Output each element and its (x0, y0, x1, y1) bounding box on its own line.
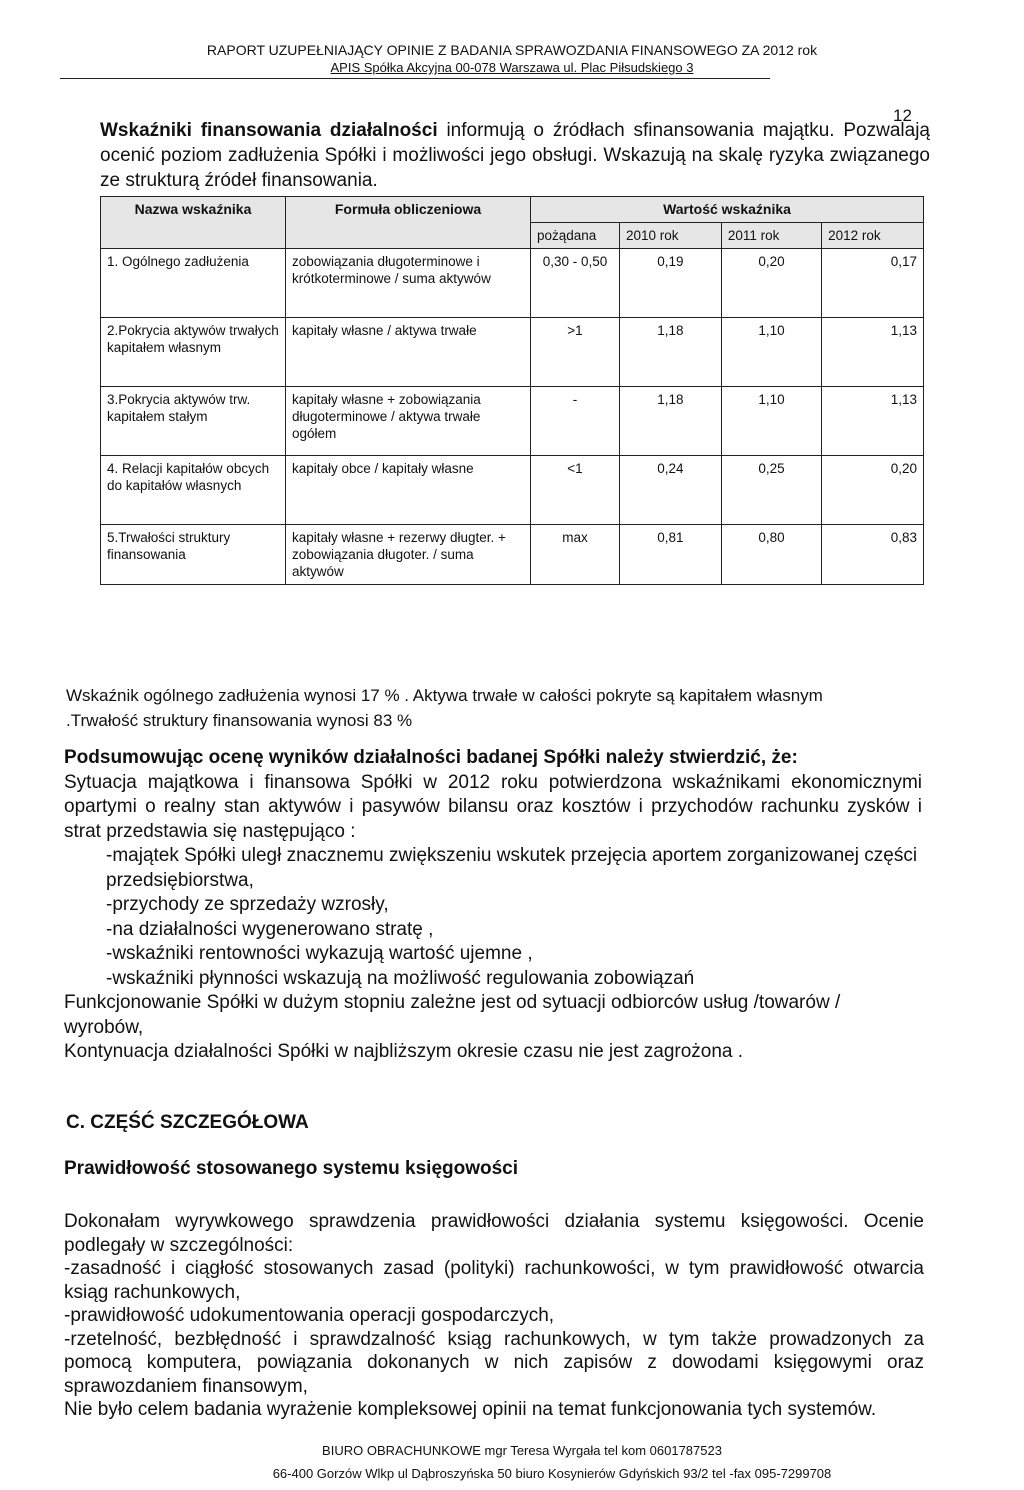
company-address: APIS Spółka Akcyjna 00-078 Warszawa ul. Plac Piłsudskiego 3 (330, 60, 694, 75)
header-2010: 2010 rok (620, 223, 722, 249)
header-formula: Formuła obliczeniowa (286, 197, 531, 249)
indicator-desired: >1 (531, 318, 620, 387)
header-value: Wartość wskaźnika (531, 197, 924, 223)
indicators-table (100, 196, 924, 585)
indicator-2012: 0,20 (822, 456, 924, 525)
indicator-formula: kapitały własne + zobowiązania długoterminowe / aktywa trwałe ogółem (286, 387, 531, 456)
list-item: -wskaźniki rentowności wykazują wartość ujemne , (106, 943, 533, 964)
indicator-name: 1. Ogólnego zadłużenia (101, 249, 286, 318)
table-header-row (101, 197, 924, 223)
indicator-2010: 0,81 (620, 525, 722, 585)
indicator-2011: 0,80 (721, 525, 821, 585)
page-number: 12 (893, 106, 912, 125)
indicator-desired: 0,30 - 0,50 (531, 249, 620, 318)
summary-section (64, 746, 922, 1065)
list-item: -majątek Spółki uległ znacznemu zwiększeniu wskutek przejęcia aportem zorganizowanej części przedsiębiorstwa, (106, 845, 918, 891)
indicator-2010: 0,19 (620, 249, 722, 318)
summary-paragraph-3: Kontynuacja działalności Spółki w najbliższym okresie czasu nie jest zagrożona . (64, 1041, 744, 1062)
indicator-name: 2.Pokrycia aktywów trwałych kapitałem własnym (101, 318, 286, 387)
indicator-2012: 1,13 (822, 318, 924, 387)
summary-heading: Podsumowując ocenę wyników działalności badanej Spółki należy stwierdzić, że: (64, 747, 798, 768)
indicator-2012: 0,83 (822, 525, 924, 585)
header-desired: pożądana (531, 223, 620, 249)
indicator-formula: kapitały własne / aktywa trwałe (286, 318, 531, 387)
footer-office: BIURO OBRACHUNKOWE mgr Teresa Wyrgała tel kom 0601787523 (322, 1443, 722, 1458)
list-item: -wskaźniki płynności wskazują na możliwość regulowania zobowiązań (106, 967, 695, 989)
accounting-intro: Dokonałam wyrywkowego sprawdzenia prawidłowości działania systemu księgowości. Ocenie podlegały w szczególności: (64, 1211, 924, 1256)
summary-paragraph-2: Funkcjonowanie Spółki w dużym stopniu zależne jest od sytuacji odbiorców usług /towarów / wyrobów, (64, 992, 841, 1038)
section-c-title: C. CZĘŚĆ SZCZEGÓŁOWA (66, 1112, 309, 1133)
header-2012: 2012 rok (822, 223, 924, 249)
list-item: -rzetelność, bezbłędność i sprawdzalność ksiąg rachunkowych, w tym także prowadzonych za pomocą komputera, powiązania dokonanych w nich zapisów z dowodami księgowymi oraz sprawozdaniem finansowym, (64, 1328, 924, 1397)
indicator-2012: 1,13 (822, 387, 924, 456)
indicator-name: 5.Trwałości struktury finansowania (101, 525, 286, 585)
commentary-line-2: .Trwałość struktury finansowania wynosi 83 % (66, 711, 413, 730)
commentary-line-1: Wskaźnik ogólnego zadłużenia wynosi 17 % . Aktywa trwałe w całości pokryte są kapitałem własnym (66, 686, 823, 705)
list-item: -na działalności wygenerowano stratę , (106, 918, 434, 940)
list-item: -zasadność i ciągłość stosowanych zasad (polityki) rachunkowości, w tym prawidłowość otwarcia ksiąg rachunkowych, (64, 1258, 924, 1303)
report-header-title: RAPORT UZUPEŁNIAJĄCY OPINIE Z BADANIA SPRAWOZDANIA FINANSOWEGO ZA 2012 rok (206, 42, 818, 58)
intro-paragraph (100, 118, 930, 193)
accounting-conclusion: Nie było celem badania wyrażenie kompleksowej opinii na temat funkcjonowania tych systemów. (64, 1399, 877, 1420)
intro-bold: Wskaźniki finansowania działalności (100, 120, 438, 141)
header-name: Nazwa wskaźnika (101, 197, 286, 249)
indicator-desired: - (531, 387, 620, 456)
indicator-2011: 1,10 (721, 318, 821, 387)
header-2011: 2011 rok (721, 223, 821, 249)
intro-text: informują o źródłach sfinansowania majątku. Pozwalają ocenić poziom zadłużenia Spółki i możliwości jego obsługi. Wskazują na skalę ryzyka związanego ze strukturą źródeł finansowania. (100, 120, 930, 191)
indicator-formula: kapitały własne + rezerwy długter. + zobowiązania długoter. / suma aktywów (286, 525, 531, 585)
indicator-2010: 0,24 (620, 456, 722, 525)
table-commentary (66, 683, 946, 733)
header-divider (60, 78, 770, 79)
accounting-section (64, 1210, 924, 1422)
indicator-2012: 0,17 (822, 249, 924, 318)
indicator-2011: 0,20 (721, 249, 821, 318)
list-item: -przychody ze sprzedaży wzrosły, (106, 894, 389, 915)
list-item: -prawidłowość udokumentowania operacji gospodarczych, (64, 1305, 555, 1326)
table-row (101, 456, 924, 525)
indicator-formula: kapitały obce / kapitały własne (286, 456, 531, 525)
table-row (101, 387, 924, 456)
footer-address: 66-400 Gorzów Wlkp ul Dąbroszyńska 50 biuro Kosynierów Gdyńskich 93/2 tel -fax 095-7299708 (272, 1466, 832, 1481)
indicator-formula: zobowiązania długoterminowe i krótkoterminowe / suma aktywów (286, 249, 531, 318)
indicator-2011: 1,10 (721, 387, 821, 456)
indicator-desired: <1 (531, 456, 620, 525)
table-row (101, 525, 924, 585)
summary-list (64, 844, 922, 991)
indicator-2010: 1,18 (620, 387, 722, 456)
indicator-2011: 0,25 (721, 456, 821, 525)
indicator-name: 4. Relacji kapitałów obcych do kapitałów własnych (101, 456, 286, 525)
indicator-desired: max (531, 525, 620, 585)
indicator-2010: 1,18 (620, 318, 722, 387)
summary-intro: Sytuacja majątkowa i finansowa Spółki w 2012 roku potwierdzona wskaźnikami ekonomicznymi opartymi o realny stan aktywów i pasywów bilansu oraz kosztów i przychodów rachunku zysków i strat przedstawia się następująco : (64, 771, 922, 842)
table-row (101, 318, 924, 387)
indicator-name: 3.Pokrycia aktywów trw. kapitałem stałym (101, 387, 286, 456)
report-header-company (0, 60, 1024, 75)
table-row (101, 249, 924, 318)
section-c-subtitle: Prawidłowość stosowanego systemu księgowości (64, 1158, 519, 1179)
